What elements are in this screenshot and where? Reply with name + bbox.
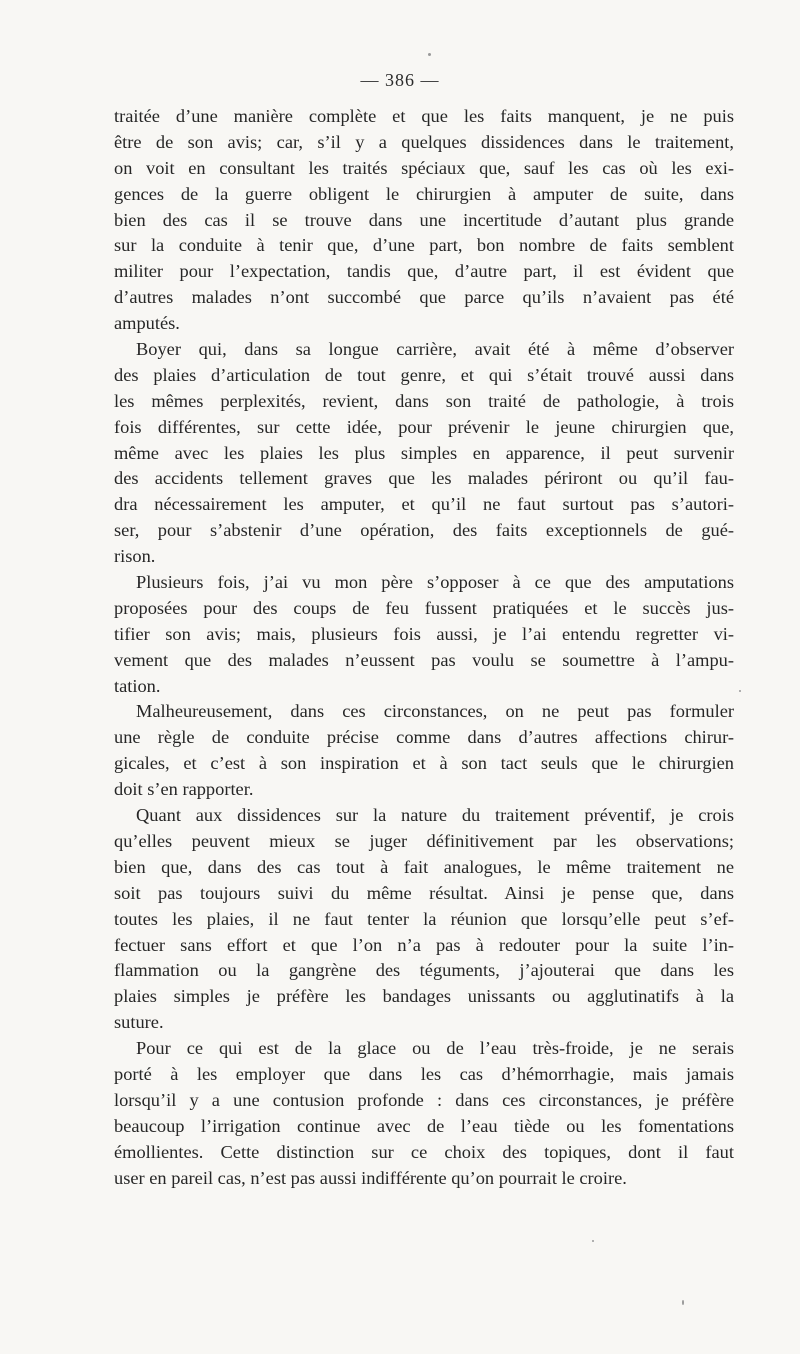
text-line: Plusieurs fois, j’ai vu mon père s’opposer à ce que des amputations [136,572,734,593]
text-line: être de son avis; car, s’il y a quelques dissidences dans le traitement, [114,131,734,152]
text-line: gences de la guerre obligent le chirurgien à amputer de suite, dans [114,183,734,204]
text-line: gicales, et c’est à son inspiration et à son tact seuls que le chirurgien [114,753,734,774]
text-line: vement que des malades n’eussent pas voulu se soumettre à l’ampu- [114,649,734,670]
text-line: d’autres malades n’ont succombé que parce qu’ils n’avaient pas été [114,287,734,308]
text-line: qu’elles peuvent mieux se juger définitivement par les observations; [114,830,734,851]
text-line: fectuer sans effort et que l’on n’a pas à redouter pour la suite l’in- [114,934,734,955]
text-line: tation. [114,675,161,696]
text-line: bien que, dans des cas tout à fait analogues, le même traitement ne [114,856,734,877]
text-line: lorsqu’il y a une contusion profonde : dans ces circonstances, je préfère [114,1089,734,1110]
text-line: dra nécessairement les amputer, et qu’il ne faut surtout pas s’autori- [114,494,734,515]
text-line: Boyer qui, dans sa longue carrière, avait été à même d’observer [136,339,734,360]
text-line: Quant aux dissidences sur la nature du traitement préventif, je crois [136,805,734,826]
text-line: flammation ou la gangrène des téguments, j’ajouterai que dans les [114,960,734,981]
text-line: émollientes. Cette distinction sur ce choix des topiques, dont il faut [114,1141,734,1162]
text-line: doit s’en rapporter. [114,779,254,800]
text-line: sur la conduite à tenir que, d’une part, bon nombre de faits semblent [114,235,734,256]
text-line: suture. [114,1012,164,1033]
text-line: des accidents tellement graves que les malades périront ou qu’il fau- [114,468,734,489]
text-line: fois différentes, sur cette idée, pour prévenir le jeune chirurgien que, [114,416,734,437]
text-line: rison. [114,546,156,567]
print-speck [428,53,431,56]
text-line: une règle de conduite précise comme dans d’autres affections chirur- [114,727,734,748]
text-line: tifier son avis; mais, plusieurs fois aussi, je l’ai entendu regretter vi- [114,623,734,644]
text-line: militer pour l’expectation, tandis que, d’autre part, il est évident que [114,261,734,282]
text-line: bien des cas il se trouve dans une incertitude d’autant plus grande [114,209,734,230]
text-line: toutes les plaies, il ne faut tenter la réunion que lorsqu’elle peut s’ef- [114,908,734,929]
page-number: — 386 — [360,70,440,90]
text-line: ser, pour s’abstenir d’une opération, des faits exceptionnels de gué- [114,520,734,541]
text-line: Malheureusement, dans ces circonstances, on ne peut pas formuler [136,701,734,722]
print-speck [592,1240,594,1242]
text-line: des plaies d’articulation de tout genre, et qui s’était trouvé aussi dans [114,364,734,385]
print-speck [739,690,741,692]
text-line: même avec les plaies les plus simples en apparence, il peut survenir [114,442,734,463]
text-line: traitée d’une manière complète et que les faits manquent, je ne puis [114,106,734,126]
text-line: amputés. [114,313,180,334]
text-line: proposées pour des coups de feu fussent pratiquées et le succès jus- [114,597,734,618]
text-line: on voit en consultant les traités spéciaux que, sauf les cas où les exi- [114,157,734,178]
body-text [114,104,734,1191]
text-line: beaucoup l’irrigation continue avec de l’eau tiède ou les fomentations [114,1115,734,1136]
text-line: porté à les employer que dans les cas d’hémorrhagie, mais jamais [114,1063,734,1084]
print-speck [682,1300,684,1305]
text-line: les mêmes perplexités, revient, dans son traité de pathologie, à trois [114,390,734,411]
text-line: user en pareil cas, n’est pas aussi indifférente qu’on pourrait le croire. [114,1167,627,1188]
text-line: soit pas toujours suivi du même résultat. Ainsi je pense que, dans [114,882,734,903]
text-line: plaies simples je préfère les bandages unissants ou agglutinatifs à la [114,986,734,1007]
text-line: Pour ce qui est de la glace ou de l’eau très-froide, je ne serais [136,1038,734,1059]
